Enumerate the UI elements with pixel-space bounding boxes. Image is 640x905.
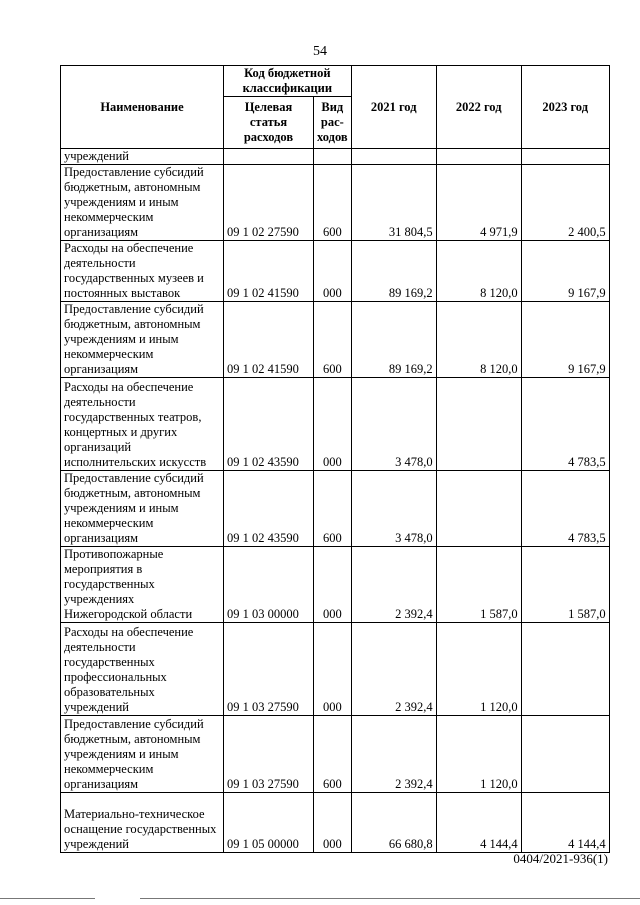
row-value-2021: 2 392,4: [351, 547, 436, 623]
row-expense-type: 600: [314, 302, 352, 378]
row-value-2021: 2 392,4: [351, 623, 436, 716]
row-value-2023: 9 167,9: [521, 241, 609, 302]
row-value-2021: 89 169,2: [351, 302, 436, 378]
row-expense-type: 000: [314, 793, 352, 853]
row-value-2022: [436, 149, 521, 165]
row-value-2022: [436, 378, 521, 471]
table-row: [61, 716, 610, 793]
row-target-code: 09 1 05 00000: [224, 793, 314, 853]
row-value-2022: 1 587,0: [436, 547, 521, 623]
row-value-2023: [521, 623, 609, 716]
row-expense-type: 600: [314, 716, 352, 793]
row-name: Расходы на обеспечение деятельности государственных театров, концертных и других организаций исполнительских искусств: [61, 378, 224, 471]
row-target-code: 09 1 02 43590: [224, 378, 314, 471]
table-row: [61, 241, 610, 302]
row-value-2021: [351, 149, 436, 165]
row-value-2023: 9 167,9: [521, 302, 609, 378]
row-value-2023: 1 587,0: [521, 547, 609, 623]
header-target-article: Целевая статья расходов: [224, 97, 314, 149]
row-name: Материально-техническое оснащение государственных учреждений: [61, 793, 224, 853]
row-value-2022: 4 144,4: [436, 793, 521, 853]
row-name: Предоставление субсидий бюджетным, автономным учреждениям и иным некоммерческим организациям: [61, 716, 224, 793]
row-target-code: 09 1 02 41590: [224, 241, 314, 302]
page-number: 54: [313, 44, 327, 59]
row-name: Противопожарные мероприятия в государственных учреждениях Нижегородской области: [61, 547, 224, 623]
row-name: Предоставление субсидий бюджетным, автономным учреждениям и иным некоммерческим организациям: [61, 471, 224, 547]
row-target-code: 09 1 03 00000: [224, 547, 314, 623]
budget-table: [60, 65, 610, 853]
row-value-2023: 4 144,4: [521, 793, 609, 853]
row-value-2021: 31 804,5: [351, 165, 436, 241]
row-value-2021: 3 478,0: [351, 471, 436, 547]
row-target-code: 09 1 03 27590: [224, 623, 314, 716]
row-value-2021: 2 392,4: [351, 716, 436, 793]
row-target-code: 09 1 02 43590: [224, 471, 314, 547]
row-value-2022: 8 120,0: [436, 302, 521, 378]
table-row: [61, 547, 610, 623]
row-target-code: 09 1 02 27590: [224, 165, 314, 241]
row-value-2023: [521, 149, 609, 165]
row-expense-type: 000: [314, 623, 352, 716]
row-value-2023: 4 783,5: [521, 471, 609, 547]
row-value-2021: 89 169,2: [351, 241, 436, 302]
row-name: Предоставление субсидий бюджетным, автономным учреждениям и иным некоммерческим организациям: [61, 165, 224, 241]
table-row: [61, 378, 610, 471]
header-2022: 2022 год: [436, 66, 521, 149]
row-target-code: 09 1 03 27590: [224, 716, 314, 793]
row-name: Расходы на обеспечение деятельности государственных музеев и постоянных выставок: [61, 241, 224, 302]
document-code: 0404/2021-936(1): [513, 851, 608, 866]
row-expense-type: 600: [314, 165, 352, 241]
table-row: [61, 793, 610, 853]
table-row: [61, 165, 610, 241]
table-row: [61, 623, 610, 716]
row-expense-type: 000: [314, 547, 352, 623]
row-name: учреждений: [61, 149, 224, 165]
row-target-code: [224, 149, 314, 165]
row-target-code: 09 1 02 41590: [224, 302, 314, 378]
header-expense-type: Вид рас-ходов: [314, 97, 352, 149]
bottom-edge-rule: [0, 898, 95, 899]
row-value-2023: 2 400,5: [521, 165, 609, 241]
header-code-group: Код бюджетной классификации: [224, 66, 352, 97]
header-2023: 2023 год: [521, 66, 609, 149]
table-row: [61, 149, 610, 165]
table-row: [61, 471, 610, 547]
row-value-2022: 1 120,0: [436, 623, 521, 716]
row-expense-type: 600: [314, 471, 352, 547]
header-name: Наименование: [61, 66, 224, 149]
row-value-2022: [436, 471, 521, 547]
row-value-2022: 8 120,0: [436, 241, 521, 302]
row-value-2023: [521, 716, 609, 793]
row-name: Расходы на обеспечение деятельности государственных профессиональных образовательных учреждений: [61, 623, 224, 716]
row-expense-type: 000: [314, 378, 352, 471]
row-value-2022: 1 120,0: [436, 716, 521, 793]
bottom-edge-rule: [140, 898, 640, 899]
row-expense-type: [314, 149, 352, 165]
row-value-2021: 66 680,8: [351, 793, 436, 853]
header-2021: 2021 год: [351, 66, 436, 149]
row-value-2022: 4 971,9: [436, 165, 521, 241]
table-row: [61, 302, 610, 378]
row-expense-type: 000: [314, 241, 352, 302]
row-value-2023: 4 783,5: [521, 378, 609, 471]
row-name: Предоставление субсидий бюджетным, автономным учреждениям и иным некоммерческим организациям: [61, 302, 224, 378]
row-value-2021: 3 478,0: [351, 378, 436, 471]
